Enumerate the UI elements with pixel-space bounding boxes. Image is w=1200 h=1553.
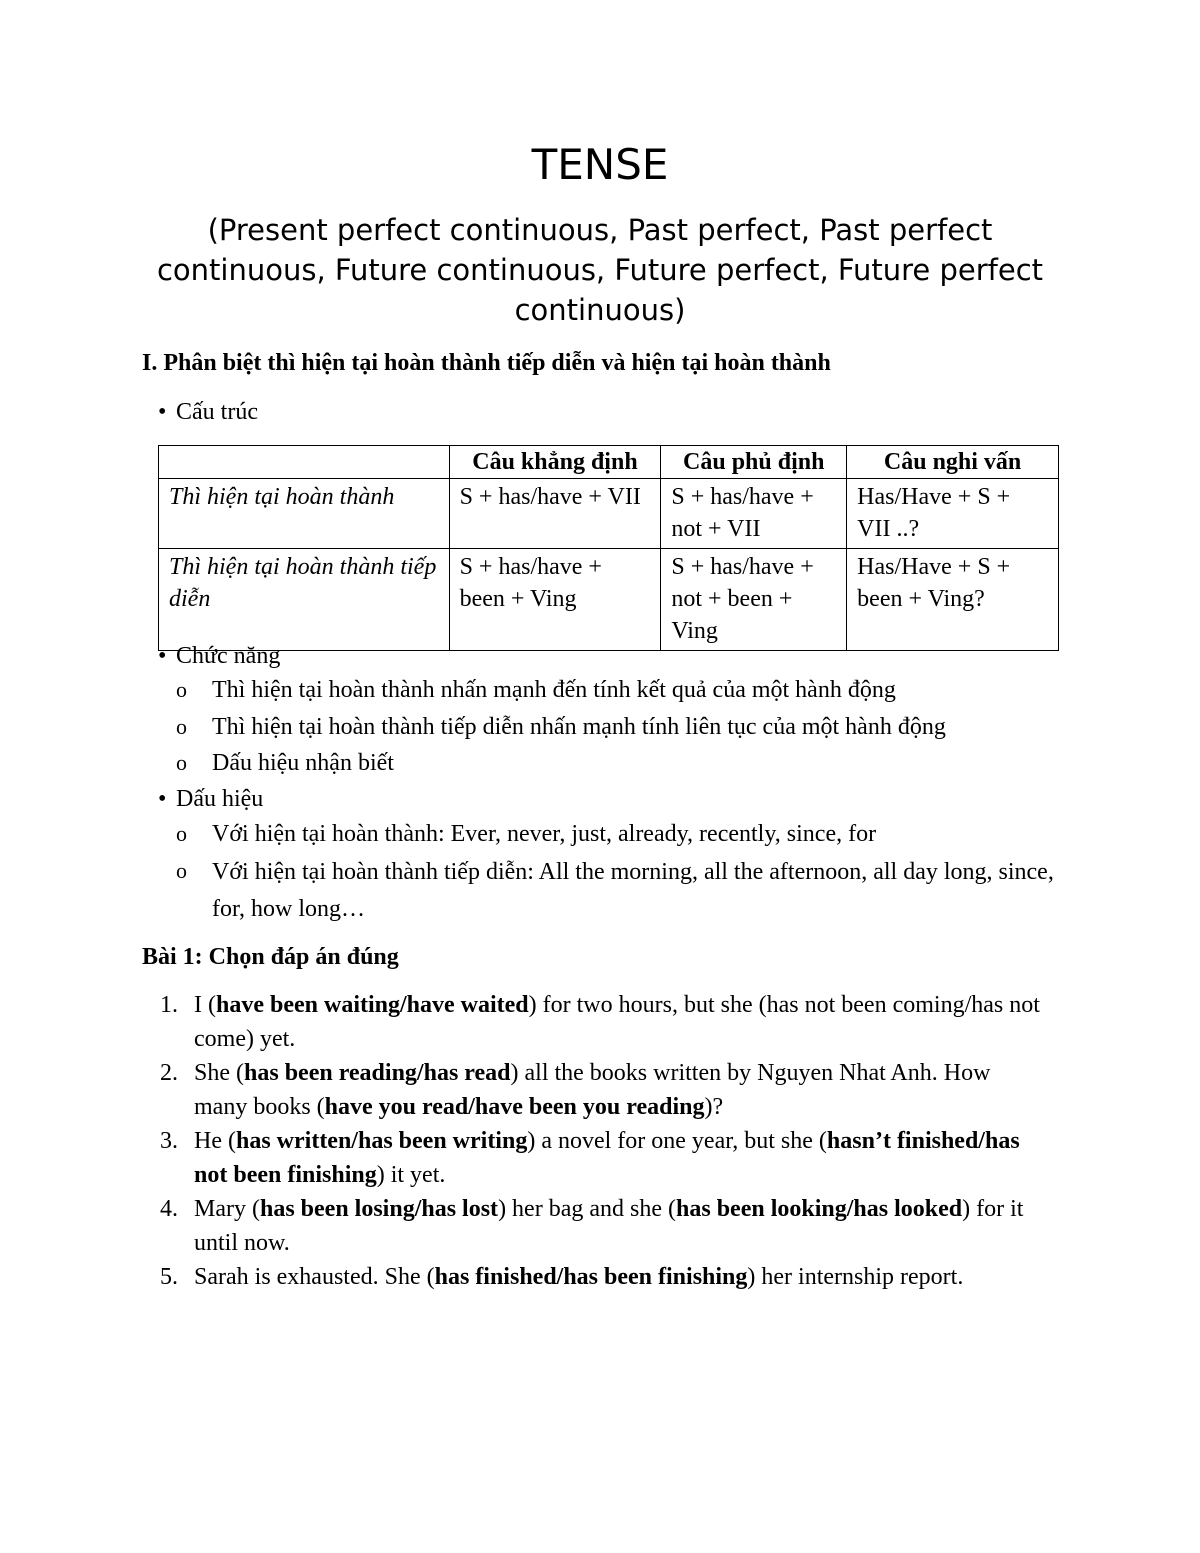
- list-item-text: Dấu hiệu nhận biết: [212, 750, 394, 776]
- bullet-function: [158, 639, 280, 673]
- circle-bullet-icon: o: [176, 714, 187, 739]
- bullet-signs: [158, 782, 263, 816]
- exercise-text: Sarah is exhausted. She (: [194, 1264, 435, 1290]
- bullet-label: Dấu hiệu: [176, 786, 264, 812]
- exercise-text: )?: [704, 1094, 724, 1120]
- table-cell: Has/Have + S + been + Ving?: [847, 549, 1059, 651]
- bullet-icon: •: [158, 399, 167, 425]
- exercise-text: ) her internship report.: [747, 1264, 964, 1290]
- exercise-text: ) all the books written by Nguyen Nhat Anh. How many books (: [194, 1060, 991, 1120]
- exercise-text: He (: [194, 1128, 236, 1154]
- list-item: [176, 710, 1056, 744]
- circle-bullet-icon: o: [176, 750, 187, 775]
- answer-choice: has written/has been writing: [235, 1128, 528, 1154]
- table-header-cell: [159, 446, 450, 479]
- bullet-label: Cấu trúc: [176, 399, 258, 425]
- document-subtitle: (Present perfect continuous, Past perfect, Past perfect continuous, Future continuous, Future perfect, Future perfect continuous): [156, 213, 1044, 327]
- exercise-number: 1.: [160, 992, 178, 1018]
- table-header-cell: Câu phủ định: [661, 446, 847, 479]
- list-item: [176, 673, 1056, 707]
- exercise-list: [160, 988, 1040, 1294]
- exercise-number: 2.: [160, 1060, 178, 1086]
- exercise-heading: Bài 1: Chọn đáp án đúng: [142, 944, 399, 970]
- list-item-text: Với hiện tại hoàn thành tiếp diễn: All the morning, all the afternoon, all day long, since, for, how long…: [212, 859, 1054, 922]
- exercise-number: 3.: [160, 1128, 178, 1154]
- exercise-number: 4.: [160, 1196, 178, 1222]
- table-cell: S + has/have + not + VII: [661, 479, 847, 549]
- circle-bullet-icon: o: [176, 677, 187, 702]
- exercise-item: [160, 988, 1040, 1056]
- list-item-text: Thì hiện tại hoàn thành tiếp diễn nhấn mạnh tính liên tục của một hành động: [212, 714, 946, 740]
- table-cell: Thì hiện tại hoàn thành: [159, 479, 450, 549]
- answer-choice: has been losing/has lost: [259, 1196, 499, 1222]
- answer-choice: has been reading/has read: [244, 1060, 511, 1086]
- table-cell: S + has/have + VII: [449, 479, 661, 549]
- exercise-number: 5.: [160, 1264, 178, 1290]
- answer-choice: has finished/has been finishing: [434, 1264, 748, 1290]
- list-item-text: Thì hiện tại hoàn thành nhấn mạnh đến tính kết quả của một hành động: [212, 677, 896, 703]
- list-item-text: Với hiện tại hoàn thành: Ever, never, just, already, recently, since, for: [212, 821, 877, 847]
- table-header-cell: Câu khẳng định: [449, 446, 661, 479]
- table-cell: Has/Have + S + VII ..?: [847, 479, 1059, 549]
- answer-choice: has been looking/has looked: [676, 1196, 963, 1222]
- bullet-icon: •: [158, 643, 167, 669]
- circle-bullet-icon: o: [176, 821, 187, 846]
- answer-choice: have you read/have been you reading: [324, 1094, 705, 1120]
- exercise-text: ) for two hours, but she (has not been coming/has not come) yet.: [194, 992, 1040, 1052]
- circle-bullet-icon: o: [176, 858, 187, 883]
- table-cell: S + has/have + been + Ving: [449, 549, 661, 651]
- exercise-item: [160, 1124, 1040, 1192]
- bullet-icon: •: [158, 786, 167, 812]
- bullet-label: Chức năng: [176, 643, 281, 669]
- table-row: [159, 479, 1059, 549]
- answer-choice: have been waiting/have waited: [215, 992, 529, 1018]
- exercise-text: I (: [194, 992, 216, 1018]
- table-row: [159, 549, 1059, 651]
- exercise-item: [160, 1260, 1040, 1294]
- tense-table: [158, 445, 1059, 651]
- list-item: [176, 817, 1056, 851]
- table-header-cell: Câu nghi vấn: [847, 446, 1059, 479]
- table-cell: S + has/have + not + been + Ving: [661, 549, 847, 651]
- exercise-text: Mary (: [194, 1196, 260, 1222]
- exercise-text: ) her bag and she (: [498, 1196, 676, 1222]
- exercise-text: ) for it until now.: [194, 1196, 1024, 1256]
- exercise-text: ) a novel for one year, but she (: [527, 1128, 827, 1154]
- exercise-item: [160, 1192, 1040, 1260]
- bullet-structure: [158, 395, 258, 429]
- exercise-text: She (: [194, 1060, 244, 1086]
- section-heading: I. Phân biệt thì hiện tại hoàn thành tiếp diễn và hiện tại hoàn thành: [142, 350, 831, 376]
- list-item: [176, 854, 1056, 922]
- table-cell: Thì hiện tại hoàn thành tiếp diễn: [159, 549, 450, 651]
- list-item: [176, 746, 1056, 780]
- document-title: TENSE: [531, 140, 669, 189]
- exercise-text: ) it yet.: [376, 1162, 446, 1188]
- answer-choice: hasn’t finished/has not been finishing: [194, 1128, 1020, 1188]
- table-header-row: [159, 446, 1059, 479]
- exercise-item: [160, 1056, 1040, 1124]
